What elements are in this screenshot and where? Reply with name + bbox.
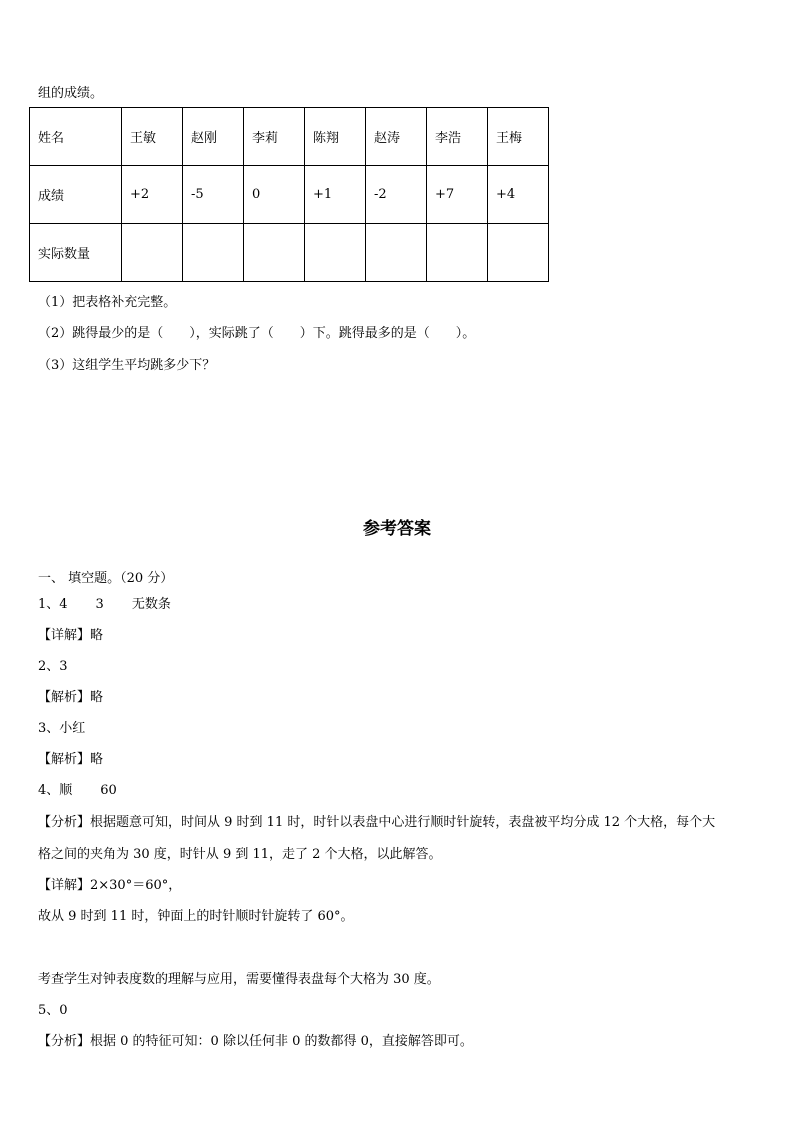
actual-cell-empty[interactable] bbox=[183, 224, 244, 282]
question-3: （3）这组学生平均跳多少下？ bbox=[38, 358, 216, 373]
actual-cell-empty[interactable] bbox=[366, 224, 427, 282]
question-2: （2）跳得最少的是（ ），实际跳了（ ）下。跳得最多的是（ ）。 bbox=[38, 326, 476, 341]
actual-cell-empty[interactable] bbox=[244, 224, 305, 282]
row-header-name: 姓名 bbox=[30, 108, 122, 166]
actual-cell-empty[interactable] bbox=[305, 224, 366, 282]
score-cell: 0 bbox=[244, 166, 305, 224]
answer-3-detail: 【解析】略 bbox=[38, 752, 104, 767]
answer-4-part-a: 4、顺 bbox=[38, 783, 73, 798]
name-cell: 陈翔 bbox=[305, 108, 366, 166]
score-cell: +7 bbox=[427, 166, 488, 224]
score-cell: +1 bbox=[305, 166, 366, 224]
answer-title: 参考答案 bbox=[363, 519, 431, 539]
name-cell: 赵涛 bbox=[366, 108, 427, 166]
table-row bbox=[30, 224, 549, 282]
answer-4-analysis-line-1: 【分析】根据题意可知，时间从 9 时到 11 时，时针以表盘中心进行顺时针旋转，表盘被平均分成 12 个大格，每个大 bbox=[38, 815, 716, 830]
question-1: （1）把表格补充完整。 bbox=[38, 295, 177, 310]
answer-4-analysis-line-2: 格之间的夹角为 30 度，时针从 9 到 11，走了 2 个大格，以此解答。 bbox=[38, 847, 442, 862]
answer-4-part-b: 60 bbox=[100, 783, 117, 798]
answer-5: 5、0 bbox=[38, 1003, 68, 1018]
answer-3: 3、小红 bbox=[38, 721, 86, 736]
answer-4-summary: 考查学生对钟表度数的理解与应用，需要懂得表盘每个大格为 30 度。 bbox=[38, 972, 440, 987]
answer-1-part-b: 3 bbox=[95, 597, 104, 612]
row-header-actual: 实际数量 bbox=[30, 224, 122, 282]
score-cell: +2 bbox=[122, 166, 183, 224]
answer-2: 2、3 bbox=[38, 659, 68, 674]
scores-table bbox=[29, 107, 549, 282]
actual-cell-empty[interactable] bbox=[488, 224, 549, 282]
answer-5-analysis: 【分析】根据 0 的特征可知：0 除以任何非 0 的数都得 0，直接解答即可。 bbox=[38, 1034, 473, 1049]
table-row bbox=[30, 166, 549, 224]
row-header-score: 成绩 bbox=[30, 166, 122, 224]
answer-1-part-c: 无数条 bbox=[131, 597, 171, 612]
name-cell: 赵刚 bbox=[183, 108, 244, 166]
answer-4 bbox=[38, 779, 117, 798]
answer-1-detail: 【详解】略 bbox=[38, 628, 104, 643]
table-row bbox=[30, 108, 549, 166]
answer-4-detail-line-2: 故从 9 时到 11 时，钟面上的时针顺时针旋转了 60°。 bbox=[38, 909, 354, 924]
intro-line: 组的成绩。 bbox=[38, 86, 104, 101]
score-cell: -5 bbox=[183, 166, 244, 224]
name-cell: 王敏 bbox=[122, 108, 183, 166]
name-cell: 王梅 bbox=[488, 108, 549, 166]
name-cell: 李浩 bbox=[427, 108, 488, 166]
score-cell: -2 bbox=[366, 166, 427, 224]
section-heading: 一、 填空题。（20 分） bbox=[38, 571, 174, 586]
answer-1 bbox=[38, 593, 171, 612]
actual-cell-empty[interactable] bbox=[122, 224, 183, 282]
name-cell: 李莉 bbox=[244, 108, 305, 166]
answer-2-detail: 【解析】略 bbox=[38, 690, 104, 705]
answer-1-part-a: 1、4 bbox=[38, 597, 68, 612]
actual-cell-empty[interactable] bbox=[427, 224, 488, 282]
score-cell: +4 bbox=[488, 166, 549, 224]
answer-4-detail-line-1: 【详解】2×30°＝60°， bbox=[38, 878, 182, 893]
